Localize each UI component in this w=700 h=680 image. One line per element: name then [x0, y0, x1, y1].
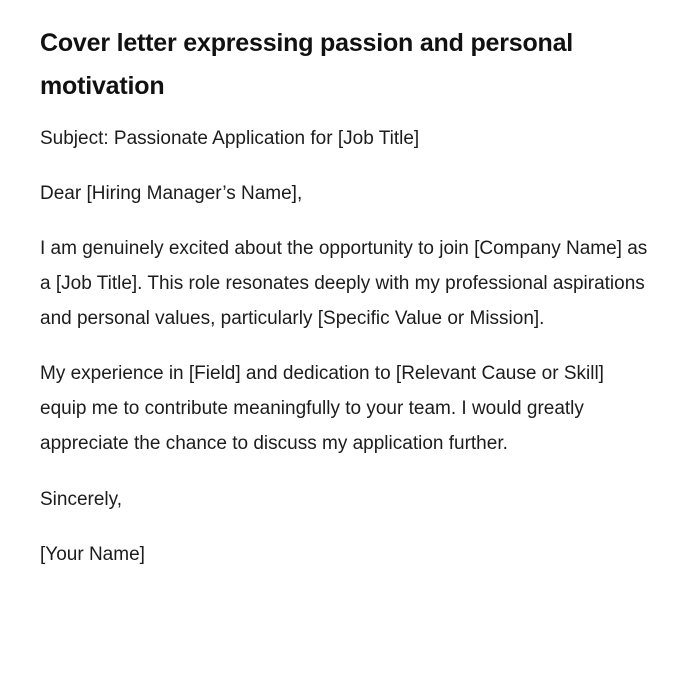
subject-line: Subject: Passionate Application for [Job Title] — [40, 128, 420, 149]
body-paragraph-1: I am genuinely excited about the opportunity to join [Company Name] as a [Job Title]. This role resonates deeply with my professional aspirations and personal values, particularly [Specific Value or Mission]. — [40, 238, 648, 329]
document-title: Cover letter expressing passion and personal motivation — [40, 29, 574, 100]
closing: Sincerely, — [40, 489, 123, 510]
body-paragraph-2: My experience in [Field] and dedication to [Relevant Cause or Skill] equip me to contribute meaningfully to your team. I would greatly appreciate the chance to discuss my application further. — [40, 363, 604, 454]
cover-letter-document — [40, 22, 650, 572]
signature: [Your Name] — [40, 544, 145, 565]
greeting: Dear [Hiring Manager’s Name], — [40, 183, 303, 204]
